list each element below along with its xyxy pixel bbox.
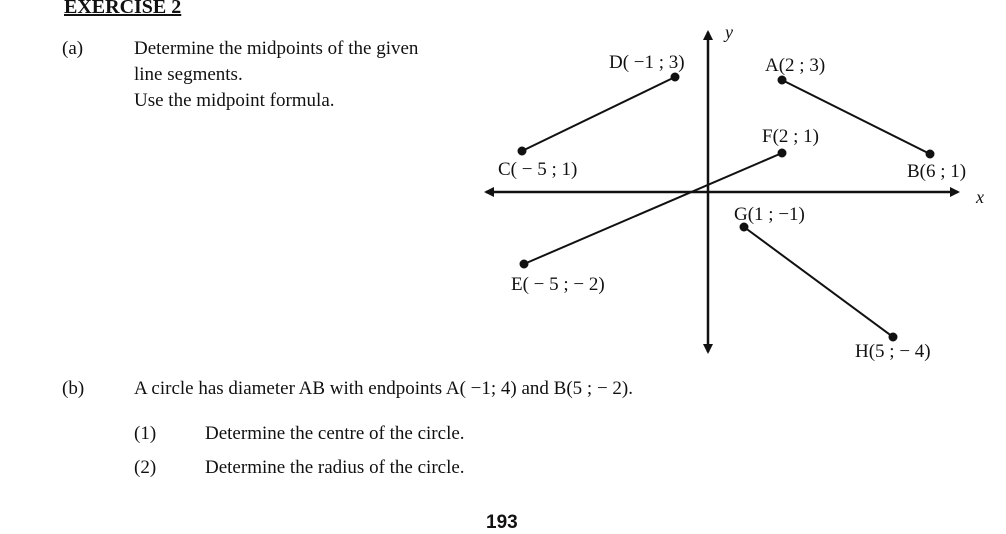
label-f: F(2 ; 1): [762, 126, 819, 147]
y-axis-label: y: [725, 22, 733, 42]
point-b: [927, 151, 934, 158]
label-c: C( − 5 ; 1): [498, 159, 578, 180]
part-a-label: (a): [62, 38, 84, 59]
part-a-line-3: Use the midpoint formula.: [134, 90, 335, 111]
exercise-heading: EXERCISE 2: [64, 0, 182, 18]
part-a-line-2: line segments.: [134, 64, 243, 85]
x-axis-label: x: [976, 187, 984, 207]
point-c: [519, 148, 526, 155]
label-e: E( − 5 ; − 2): [511, 274, 605, 295]
part-b-label: (b): [62, 378, 85, 399]
label-d: D( −1 ; 3): [609, 52, 685, 73]
point-a: [779, 77, 786, 84]
point-f: [779, 150, 786, 157]
part-a-line-1: Determine the midpoints of the given: [134, 38, 419, 59]
point-e: [521, 261, 528, 268]
part-b-item-2-text: Determine the radius of the circle.: [205, 457, 465, 478]
segment-cd: [522, 77, 675, 151]
label-b: B(6 ; 1): [907, 161, 967, 182]
point-d: [672, 74, 679, 81]
label-h: H(5 ; − 4): [855, 341, 931, 362]
point-h: [890, 334, 897, 341]
part-b-item-1-label: (1): [134, 423, 157, 444]
label-g: G(1 ; −1): [734, 204, 805, 225]
page-number: 193: [486, 512, 518, 533]
part-b-text: A circle has diameter AB with endpoints A( −1; 4) and B(5 ; − 2).: [134, 378, 633, 399]
part-b-item-2-label: (2): [134, 457, 157, 478]
part-b-item-1-text: Determine the centre of the circle.: [205, 423, 465, 444]
segment-gh: [744, 227, 893, 337]
label-a: A(2 ; 3): [765, 55, 826, 76]
